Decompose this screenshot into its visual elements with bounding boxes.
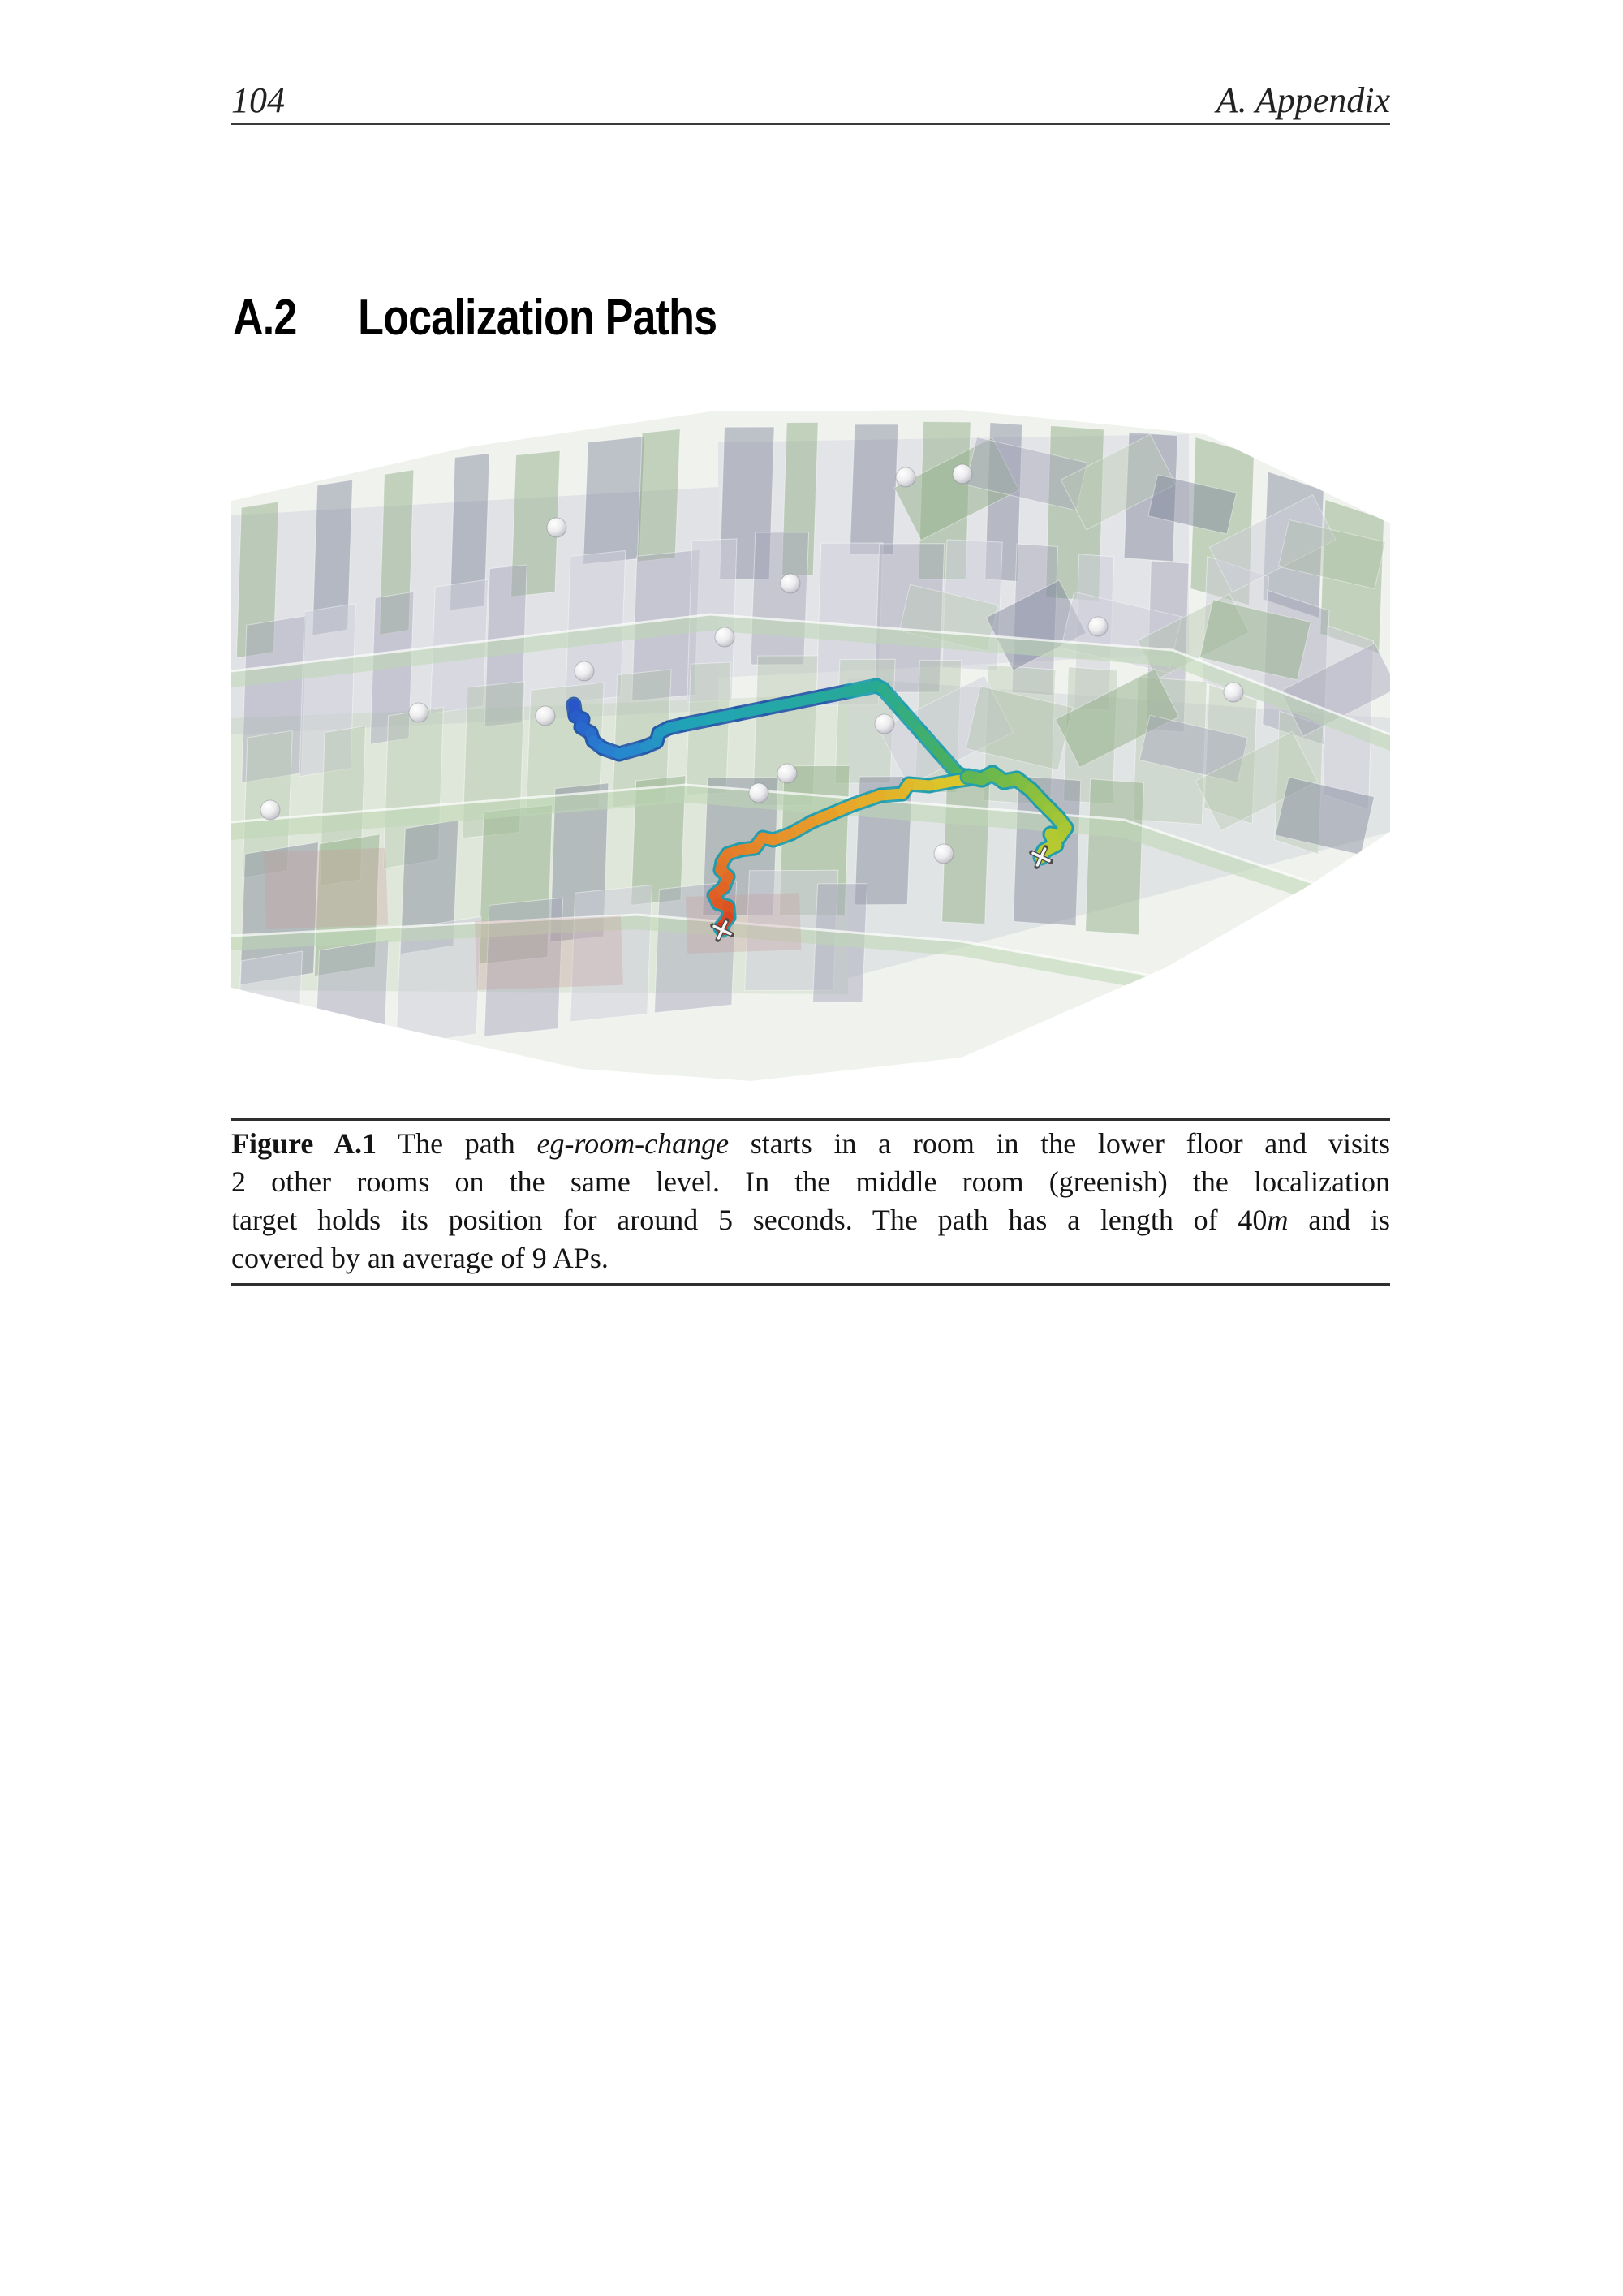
section-number: A.2 (233, 290, 297, 346)
section-heading (233, 289, 717, 347)
page-header (231, 81, 1390, 120)
caption-line: covered by an average of 9 APs. (231, 1242, 609, 1274)
figure-caption (231, 1118, 1390, 1286)
header-rule (231, 123, 1390, 125)
building-model (231, 410, 1390, 1081)
figure-a1-3d-building-visualization (231, 410, 1390, 1081)
localization-path-figure (231, 410, 1390, 1081)
page-number: 104 (231, 80, 285, 120)
caption-line: 2 other rooms on the same level. In the middle room (greenish) the localization (231, 1165, 1390, 1198)
section-title: Localization Paths (358, 290, 717, 346)
running-header: A. Appendix (1216, 80, 1390, 120)
caption-line: Figure A.1 The path eg-room-change starts in a room in the lower floor and visits (231, 1127, 1390, 1160)
caption-line: target holds its position for around 5 seconds. The path has a length of 40m and is (231, 1204, 1390, 1236)
